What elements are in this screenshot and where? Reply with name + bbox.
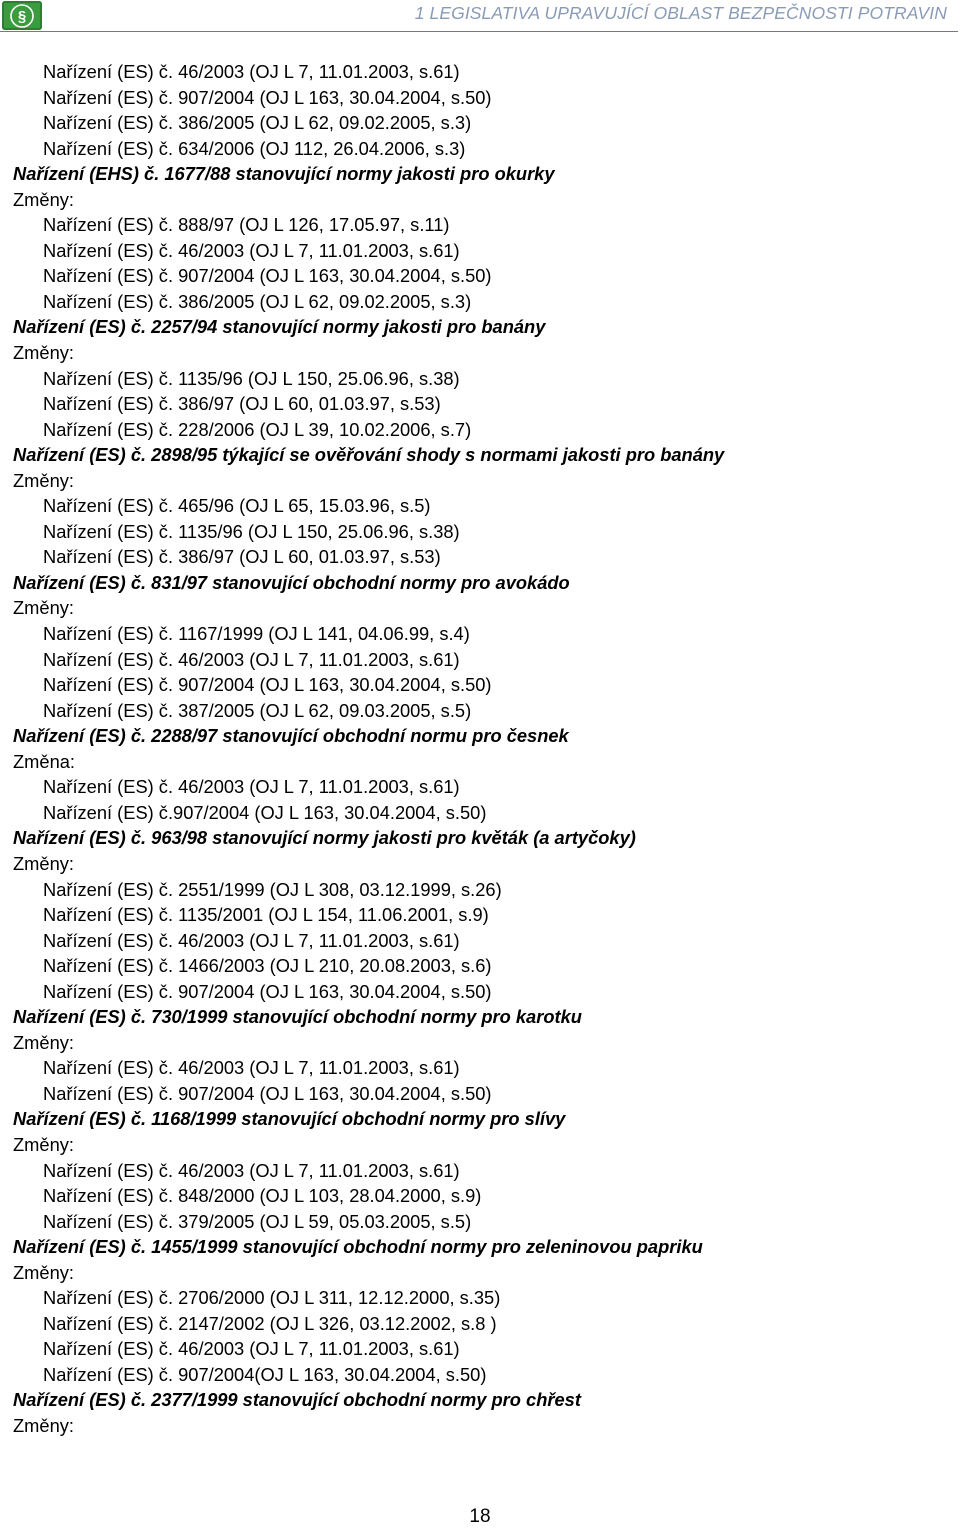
amendment-line: Nařízení (ES) č. 848/2000 (OJ L 103, 28.04.2000, s.9) [43,1185,482,1207]
amendment-line: Nařízení (ES) č. 1135/96 (OJ L 150, 25.06.96, s.38) [43,520,460,542]
amendment-line: Nařízení (ES) č. 46/2003 (OJ L 7, 11.01.2003, s.61) [43,776,460,798]
amendment-line: Nařízení (ES) č. 907/2004(OJ L 163, 30.04.2004, s.50) [43,1363,487,1385]
amendment-line: Nařízení (ES) č. 46/2003 (OJ L 7, 11.01.2003, s.61) [43,61,460,82]
amendment-line: Nařízení (ES) č. 46/2003 (OJ L 7, 11.01.2003, s.61) [43,1057,460,1079]
amendment-line: Nařízení (ES) č. 379/2005 (OJ L 59, 05.03.2005, s.5) [43,1210,472,1232]
regulation-heading: Nařízení (ES) č. 1168/1999 stanovující obchodní normy pro slívy [13,1108,566,1130]
amendments-label: Změny: [13,469,74,491]
amendment-line: Nařízení (ES) č. 386/2005 (OJ L 62, 09.02.2005, s.3) [43,290,472,312]
amendment-line: Nařízení (ES) č. 907/2004 (OJ L 163, 30.04.2004, s.50) [43,980,492,1002]
amendment-line: Nařízení (ES) č. 46/2003 (OJ L 7, 11.01.2003, s.61) [43,1159,460,1181]
svg-text:§: § [17,8,27,25]
amendment-line: Nařízení (ES) č. 634/2006 (OJ 112, 26.04.2006, s.3) [43,137,466,159]
amendment-line: Nařízení (ES) č. 46/2003 (OJ L 7, 11.01.2003, s.61) [43,1338,460,1360]
section-sign-logo-icon [2,1,42,30]
amendment-line: Nařízení (ES) č. 46/2003 (OJ L 7, 11.01.2003, s.61) [43,929,460,951]
amendment-line: Nařízení (ES) č. 465/96 (OJ L 65, 15.03.96, s.5) [43,495,431,517]
regulation-heading: Nařízení (ES) č. 730/1999 stanovující obchodní normy pro karotku [13,1006,582,1028]
amendment-line: Nařízení (ES) č. 228/2006 (OJ L 39, 10.02.2006, s.7) [43,418,472,440]
regulation-heading: Nařízení (ES) č. 831/97 stanovující obchodní normy pro avokádo [13,571,570,593]
amendments-label: Změny: [13,1414,74,1436]
amendments-label: Změny: [13,1261,74,1283]
amendments-label: Změny: [13,1133,74,1155]
amendments-label: Změny: [13,342,74,364]
section-sign-glyph-icon [10,4,34,28]
header-divider [0,31,958,32]
amendment-line: Nařízení (ES) č. 2551/1999 (OJ L 308, 03.12.1999, s.26) [43,878,502,900]
amendments-label: Změny: [13,597,74,619]
amendment-line: Nařízení (ES) č.907/2004 (OJ L 163, 30.04.2004, s.50) [43,801,487,823]
amendment-line: Nařízení (ES) č. 1466/2003 (OJ L 210, 20.08.2003, s.6) [43,955,492,977]
amendment-line: Nařízení (ES) č. 888/97 (OJ L 126, 17.05.97, s.11) [43,214,450,236]
amendment-line: Nařízení (ES) č. 386/97 (OJ L 60, 01.03.97, s.53) [43,546,441,568]
amendment-line: Nařízení (ES) č. 907/2004 (OJ L 163, 30.04.2004, s.50) [43,674,492,696]
regulation-heading: Nařízení (ES) č. 2377/1999 stanovující obchodní normy pro chřest [13,1389,581,1411]
amendment-line: Nařízení (ES) č. 46/2003 (OJ L 7, 11.01.2003, s.61) [43,648,460,670]
amendments-label: Změna: [13,750,75,772]
amendment-line: Nařízení (ES) č. 1135/2001 (OJ L 154, 11.06.2001, s.9) [43,904,489,926]
amendment-line: Nařízení (ES) č. 2147/2002 (OJ L 326, 03.12.2002, s.8 ) [43,1312,497,1334]
page-header [0,0,960,32]
regulation-heading: Nařízení (ES) č. 1455/1999 stanovující obchodní normy pro zeleninovou papriku [13,1236,703,1258]
amendment-line: Nařízení (ES) č. 1135/96 (OJ L 150, 25.06.96, s.38) [43,367,460,389]
amendments-label: Změny: [13,1031,74,1053]
amendment-line: Nařízení (ES) č. 907/2004 (OJ L 163, 30.04.2004, s.50) [43,86,492,108]
amendment-line: Nařízení (ES) č. 386/97 (OJ L 60, 01.03.97, s.53) [43,393,441,415]
amendment-line: Nařízení (ES) č. 907/2004 (OJ L 163, 30.04.2004, s.50) [43,265,492,287]
regulation-heading: Nařízení (ES) č. 963/98 stanovující normy jakosti pro květák (a artyčoky) [13,827,636,849]
amendment-line: Nařízení (ES) č. 907/2004 (OJ L 163, 30.04.2004, s.50) [43,1082,492,1104]
amendment-line: Nařízení (ES) č. 387/2005 (OJ L 62, 09.03.2005, s.5) [43,699,472,721]
regulation-heading: Nařízení (ES) č. 2288/97 stanovující obchodní normu pro česnek [13,725,569,747]
chapter-title: 1 LEGISLATIVA UPRAVUJÍCÍ OBLAST BEZPEČNOSTI POTRAVIN [414,3,947,23]
amendment-line: Nařízení (ES) č. 386/2005 (OJ L 62, 09.02.2005, s.3) [43,112,472,134]
amendment-line: Nařízení (ES) č. 1167/1999 (OJ L 141, 04.06.99, s.4) [43,623,470,645]
amendments-label: Změny: [13,852,74,874]
regulation-heading: Nařízení (ES) č. 2257/94 stanovující normy jakosti pro banány [13,316,546,338]
amendment-line: Nařízení (ES) č. 46/2003 (OJ L 7, 11.01.2003, s.61) [43,239,460,261]
amendments-label: Změny: [13,188,74,210]
page-number: 18 [469,1506,491,1527]
regulation-list [0,59,960,1439]
amendment-line: Nařízení (ES) č. 2706/2000 (OJ L 311, 12.12.2000, s.35) [43,1287,501,1309]
regulation-heading: Nařízení (ES) č. 2898/95 týkající se ověřování shody s normami jakosti pro banány [13,444,725,466]
regulation-heading: Nařízení (EHS) č. 1677/88 stanovující normy jakosti pro okurky [13,163,555,185]
